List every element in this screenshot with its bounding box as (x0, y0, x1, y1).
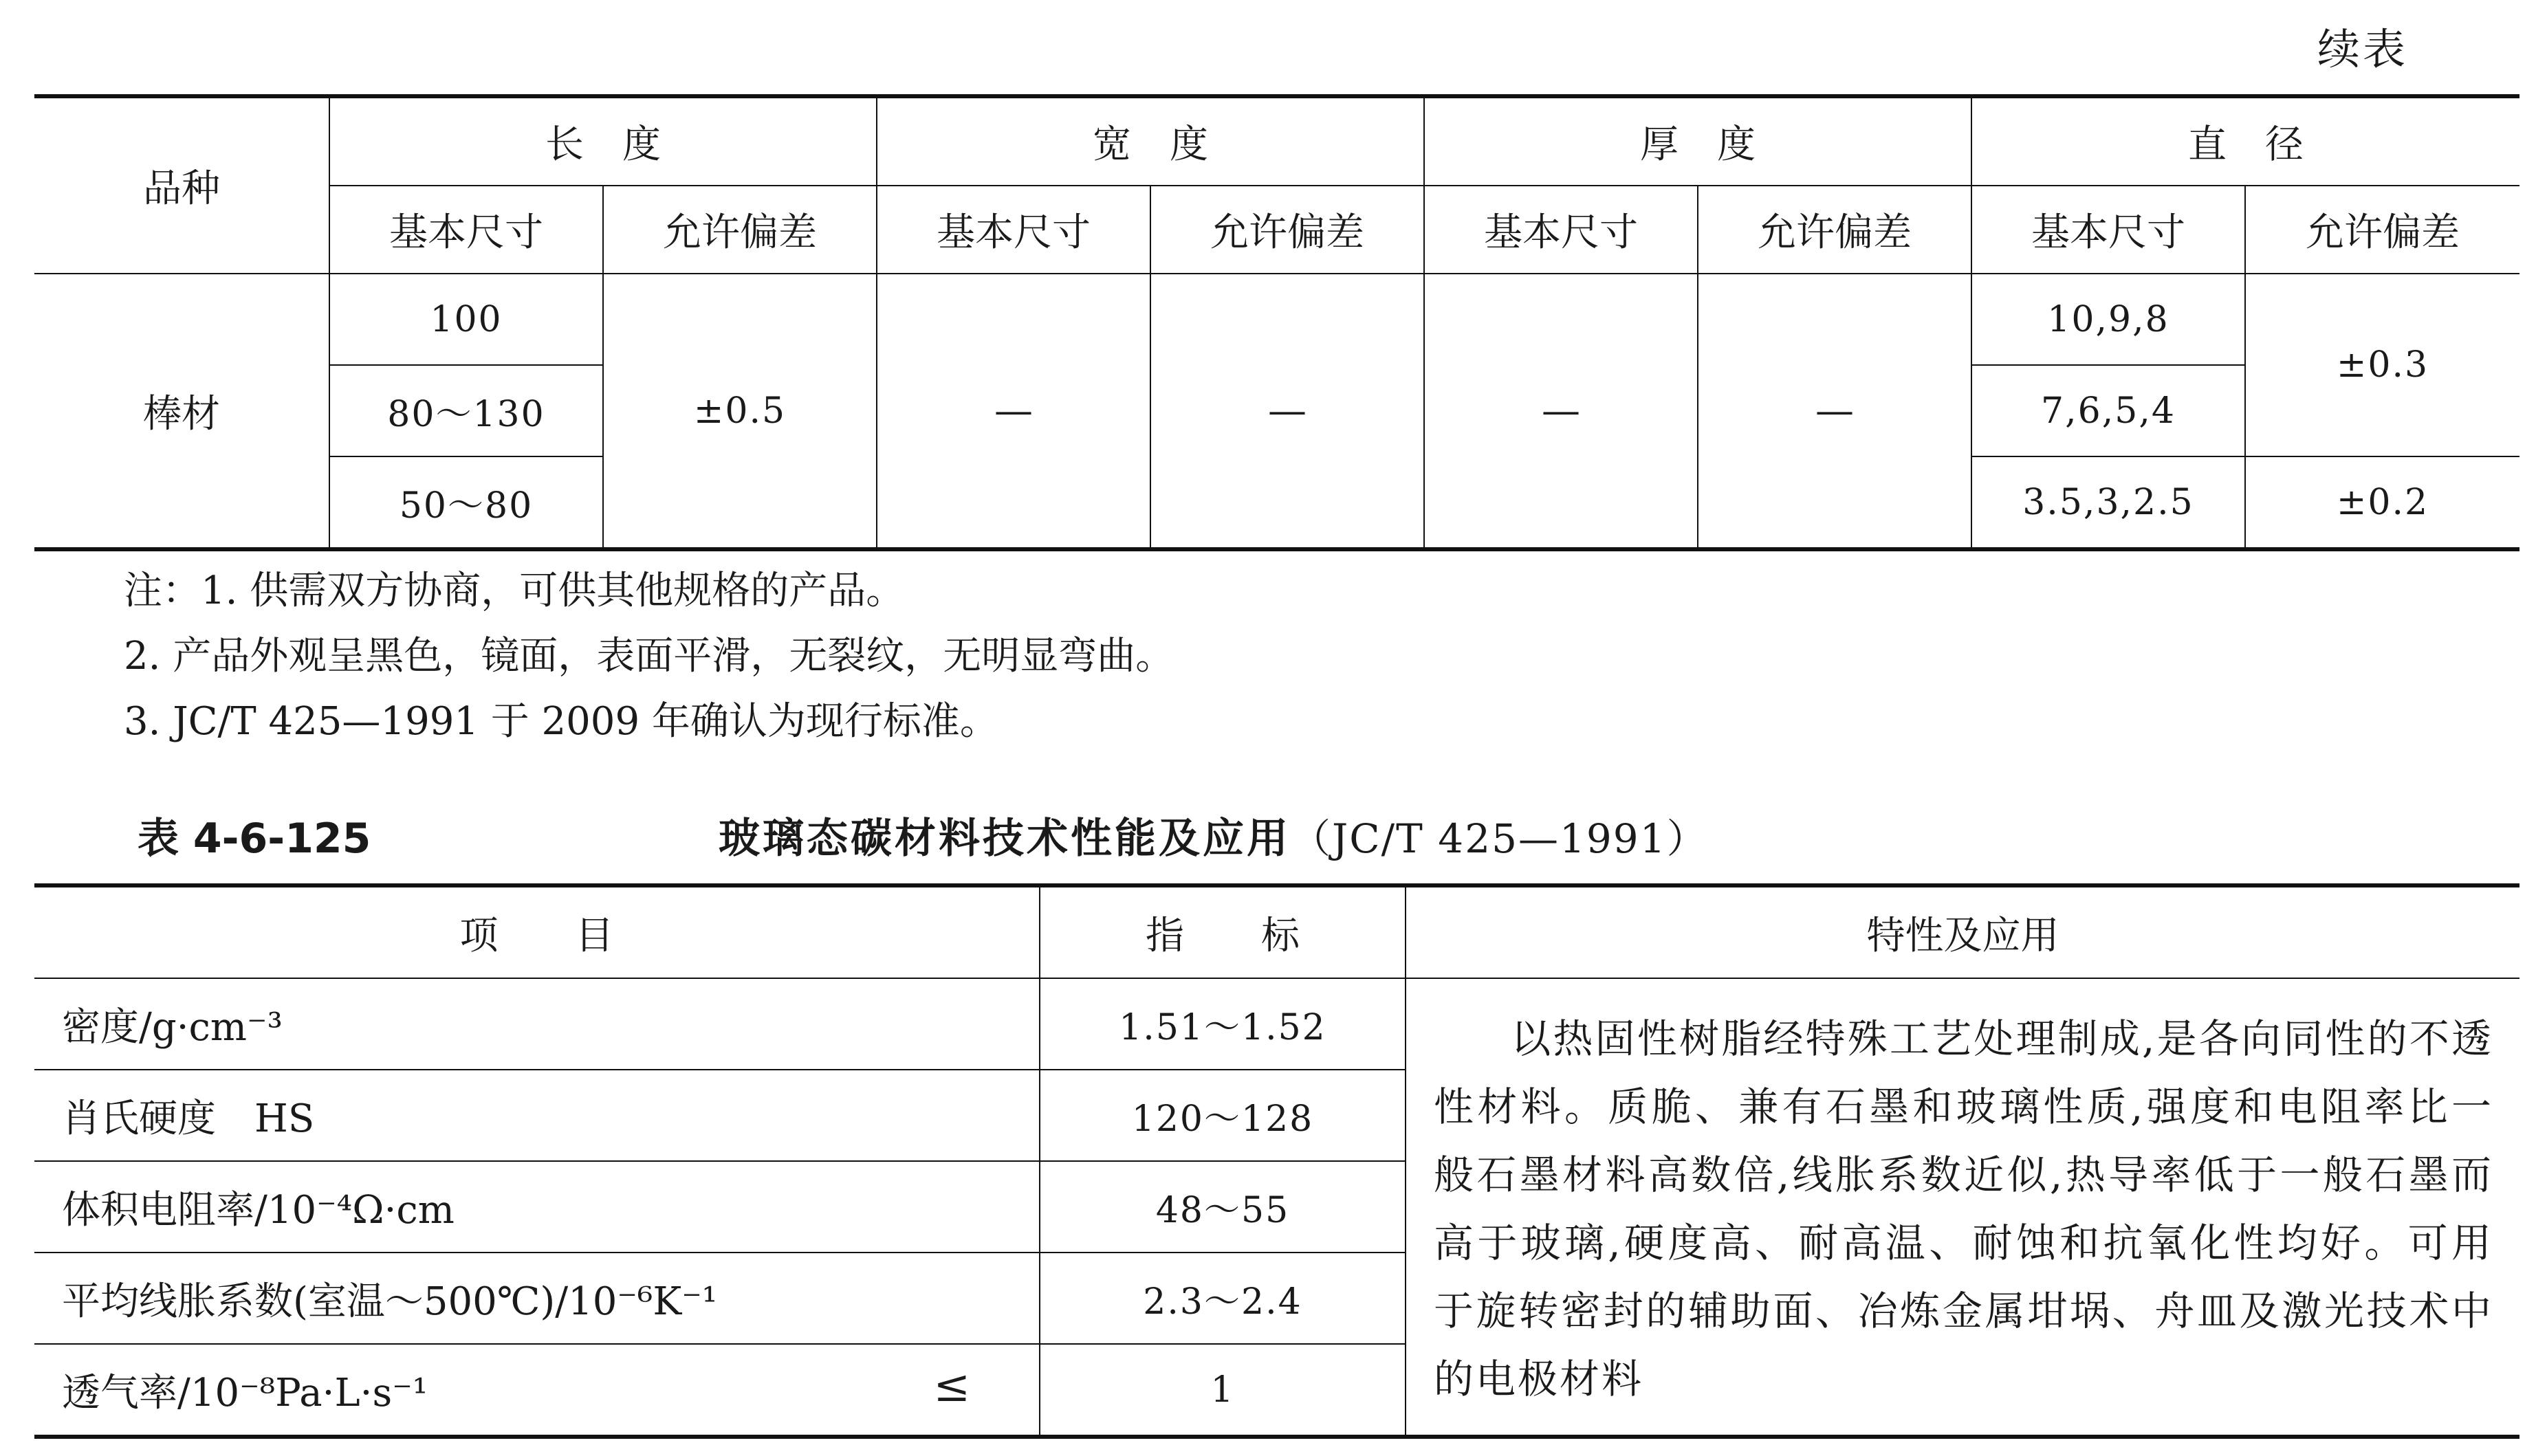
note-line: 注：1. 供需双方协商，可供其他规格的产品。 (124, 569, 905, 613)
width-size-cell: — (877, 274, 1150, 549)
header-variety: 品种 (34, 96, 329, 274)
header-thickness: 厚 度 (1424, 96, 1971, 186)
length-size-cell: 80～130 (329, 365, 603, 456)
header-thickness-basic-size: 基本尺寸 (1424, 186, 1698, 274)
header-width: 宽 度 (877, 96, 1424, 186)
length-size-cell: 50～80 (329, 456, 603, 549)
size-tolerance-table (34, 94, 2519, 551)
header-diameter-basic-size: 基本尺寸 (1971, 186, 2245, 274)
application-text: 以热固性树脂经特殊工艺处理制成,是各向同性的不透性材料。质脆、兼有石墨和玻璃性质,强度和电阻率比一般石墨材料高数倍,线胀系数近似,热导率低于一般石墨而高于玻璃,硬度高、耐高温、耐蚀和抗氧化性均好。可用于旋转密封的辅助面、冶炼金属坩埚、舟皿及激光技术中的电极材料 (1434, 1015, 2493, 1402)
diameter-tolerance-cell: ±0.2 (2245, 456, 2519, 549)
continued-label: 续表 (2317, 24, 2409, 74)
note-line: 3. JC/T 425—1991 于 2009 年确认为现行标准。 (124, 699, 998, 744)
value-cell: 120～128 (1040, 1070, 1406, 1161)
item-cell: 肖氏硬度 HS (34, 1070, 1040, 1161)
table-title-group (719, 806, 1708, 865)
variety-cell: 棒材 (34, 274, 329, 549)
header-row-2 (34, 186, 2519, 274)
diameter-size-cell: 10,9,8 (1971, 274, 2245, 365)
diameter-tolerance-cell: ±0.3 (2245, 274, 2519, 456)
table-notes (124, 558, 1174, 754)
thickness-tolerance-cell: — (1698, 274, 1971, 549)
header-width-basic-size: 基本尺寸 (877, 186, 1150, 274)
note-line: 2. 产品外观呈黑色，镜面，表面平滑，无裂纹，无明显弯曲。 (124, 634, 1174, 679)
properties-table (34, 883, 2519, 1439)
header-thickness-tolerance: 允许偏差 (1698, 186, 1971, 274)
length-size-cell: 100 (329, 274, 603, 365)
header-length: 长 度 (329, 96, 877, 186)
qualifier-symbol: ≤ (933, 1361, 970, 1412)
thickness-size-cell: — (1424, 274, 1698, 549)
item-cell: 密度/g·cm⁻³ (34, 978, 1040, 1070)
width-tolerance-cell: — (1150, 274, 1424, 549)
table-title: 玻璃态碳材料技术性能及应用 (719, 815, 1291, 863)
header-row-1 (34, 96, 2519, 186)
header-item: 项 目 (34, 885, 1040, 978)
diameter-size-cell: 3.5,3,2.5 (1971, 456, 2245, 549)
item-cell (34, 1344, 1040, 1437)
item-label: 透气率/10⁻⁸Pa·L·s⁻¹ (62, 1370, 428, 1415)
table-header-row (34, 885, 2519, 978)
value-cell: 1.51～1.52 (1040, 978, 1406, 1070)
table-standard: （JC/T 425—1991） (1291, 815, 1708, 862)
header-diameter-tolerance: 允许偏差 (2245, 186, 2519, 274)
table-caption (138, 806, 1708, 865)
header-length-basic-size: 基本尺寸 (329, 186, 603, 274)
header-width-tolerance: 允许偏差 (1150, 186, 1424, 274)
item-cell: 平均线胀系数(室温～500℃)/10⁻⁶K⁻¹ (34, 1253, 1040, 1344)
header-value: 指 标 (1040, 885, 1406, 978)
item-cell: 体积电阻率/10⁻⁴Ω·cm (34, 1161, 1040, 1253)
header-diameter: 直 径 (1971, 96, 2519, 186)
value-cell: 1 (1040, 1344, 1406, 1437)
header-application: 特性及应用 (1406, 885, 2519, 978)
diameter-size-cell: 7,6,5,4 (1971, 365, 2245, 456)
table-row (34, 978, 2519, 1070)
table-number: 表 4-6-125 (138, 815, 371, 863)
header-length-tolerance: 允许偏差 (603, 186, 877, 274)
table-row (34, 274, 2519, 365)
application-cell (1406, 978, 2519, 1437)
value-cell: 48～55 (1040, 1161, 1406, 1253)
length-tolerance-cell: ±0.5 (603, 274, 877, 549)
value-cell: 2.3～2.4 (1040, 1253, 1406, 1344)
